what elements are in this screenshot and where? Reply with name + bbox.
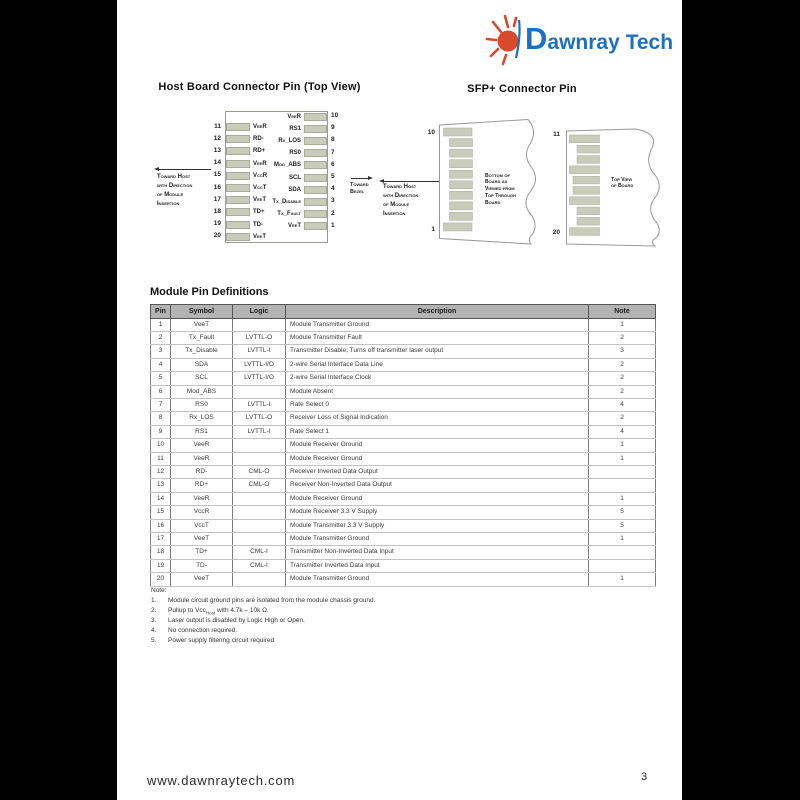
table-cell: 2: [589, 385, 656, 398]
board-pad: [570, 197, 600, 205]
board1-top-pin-number: 10: [427, 128, 435, 136]
table-column-header: Logic: [233, 304, 286, 318]
toward-host-arrow-line: [159, 169, 211, 170]
pin-label: TD-: [253, 221, 263, 228]
table-cell: [233, 318, 286, 331]
direction-text-line: Insertion: [383, 211, 406, 217]
pin-number: 14: [213, 159, 221, 167]
note-item: [151, 607, 269, 615]
table-cell: VeeT: [171, 533, 233, 546]
pin-label: RS0: [289, 150, 301, 157]
company-logo: [485, 6, 695, 68]
table-cell: 1: [151, 318, 171, 331]
pin-label: VeeR: [253, 124, 267, 130]
table-cell: VeeT: [171, 318, 233, 331]
pin-number: 20: [213, 232, 221, 240]
table-row: [151, 345, 656, 358]
table-cell: 5: [589, 506, 656, 519]
board1-caption: [485, 173, 516, 207]
direction-text-line: Insertion: [157, 200, 180, 207]
table-cell: VccT: [171, 519, 233, 532]
table-cell: [589, 465, 656, 478]
board-pad: [450, 202, 473, 210]
table-row: [151, 331, 656, 344]
table-cell: VccR: [171, 506, 233, 519]
pin-pad: [304, 161, 327, 169]
notes-label: Note:: [151, 587, 167, 594]
board-pad: [444, 223, 473, 231]
pin-number: 19: [213, 220, 221, 228]
table-row: [151, 425, 656, 438]
table-row: [151, 519, 656, 532]
note-text: Module circuit ground pins are isolated from the module chassis ground.: [168, 597, 376, 604]
table-cell: [233, 492, 286, 505]
board2-bottom-pin-number: 20: [552, 228, 560, 236]
pin-label: RD-: [253, 136, 264, 143]
table-cell: 3: [589, 345, 656, 358]
pin-pad: [304, 149, 327, 157]
table-cell: Module Transmitter Ground: [286, 318, 589, 331]
table-row: [151, 465, 656, 478]
board-pad: [577, 207, 600, 215]
logo-text: Dawnray Tech: [525, 21, 674, 56]
pin-pad: [304, 210, 327, 218]
board-pad: [450, 181, 473, 189]
pin-number: 13: [213, 146, 221, 154]
pin-number: 4: [331, 185, 335, 193]
pin-number: 10: [331, 112, 339, 119]
table-heading: Module Pin Definitions: [150, 286, 269, 298]
pin-label: Tx_Disable: [272, 198, 301, 205]
footer-url[interactable]: www.dawnraytech.com: [147, 773, 296, 788]
table-row: [151, 412, 656, 425]
table-cell: 1: [589, 492, 656, 505]
table-cell: 18: [151, 546, 171, 559]
pin-pad: [226, 233, 250, 241]
note-number: 4.: [151, 627, 157, 635]
pin-number: 12: [213, 134, 221, 142]
note-item: [151, 627, 237, 634]
table-row: [151, 385, 656, 398]
table-cell: 2: [151, 331, 171, 344]
pin-label: VccR: [253, 172, 268, 179]
toward-host2-label: [383, 183, 418, 219]
sun-icon: [485, 12, 529, 66]
table-cell: 17: [151, 533, 171, 546]
pin-number: 6: [331, 160, 335, 168]
table-row: [151, 573, 656, 586]
table-cell: 4: [151, 358, 171, 371]
pin-label: VeeT: [253, 233, 267, 240]
board-pad: [570, 135, 600, 143]
table-cell: Rate Select 0: [286, 398, 589, 411]
direction-text-line: Board: [485, 199, 501, 206]
note-number: 1.: [151, 597, 157, 604]
table-cell: LVTTL-I: [233, 398, 286, 411]
table-cell: 1: [589, 452, 656, 465]
table-cell: 12: [151, 465, 171, 478]
pin-label: VeeT: [287, 223, 301, 230]
direction-text-line: Toward Host: [157, 173, 191, 180]
pin-label: VeeR: [253, 160, 267, 167]
table-cell: Tx_Fault: [171, 331, 233, 344]
sfp-diagram-title: SFP+ Connector Pin: [467, 83, 577, 95]
table-cell: [233, 385, 286, 398]
pin-label: VccT: [253, 185, 267, 191]
table-cell: 1: [589, 318, 656, 331]
table-cell: 14: [151, 492, 171, 505]
table-cell: VeeR: [171, 439, 233, 452]
table-row: [151, 506, 656, 519]
table-header-row: [151, 304, 656, 318]
pin-label: RD+: [253, 148, 266, 155]
table-cell: Rx_LOS: [171, 412, 233, 425]
table-cell: 10: [151, 439, 171, 452]
table-cell: [233, 533, 286, 546]
table-cell: 6: [151, 385, 171, 398]
module-pin-table: [150, 304, 656, 587]
direction-text-line: Bezel: [350, 188, 365, 195]
pin-label: Rx_LOS: [278, 137, 301, 144]
board-pad: [450, 170, 473, 178]
table-cell: RS1: [171, 425, 233, 438]
table-cell: [233, 506, 286, 519]
table-cell: 2: [589, 358, 656, 371]
table-row: [151, 439, 656, 452]
table-cell: [233, 452, 286, 465]
direction-text-line: with Direction: [157, 182, 193, 189]
table-cell: Transmitter Inverted Data Input: [286, 559, 589, 572]
pin-number: 1: [331, 221, 335, 229]
table-cell: 2-wire Serial Interface Clock: [286, 372, 589, 385]
direction-text-line: Viewed from: [485, 186, 515, 193]
table-cell: 7: [151, 398, 171, 411]
page-number: 3: [641, 771, 648, 783]
pin-number: 16: [213, 183, 221, 191]
pin-label: SDA: [288, 186, 301, 193]
direction-text-line: of Board: [611, 183, 634, 190]
table-column-header: Symbol: [171, 304, 233, 318]
table-cell: Receiver Inverted Data Output: [286, 465, 589, 478]
note-text: No connection required.: [168, 627, 238, 635]
board-pad: [450, 191, 473, 199]
table-cell: LVTTL-I: [233, 425, 286, 438]
table-cell: [233, 573, 286, 586]
table-cell: [589, 546, 656, 559]
table-row: [151, 559, 656, 572]
board2-top-pin-number: 11: [553, 130, 560, 138]
toward-host2-arrow-line: [384, 181, 440, 182]
board-pad: [450, 149, 473, 157]
table-cell: CML-O: [233, 465, 286, 478]
note-number: 2.: [151, 607, 157, 615]
table-cell: VeeR: [171, 492, 233, 505]
table-cell: RS0: [171, 398, 233, 411]
table-cell: 9: [151, 425, 171, 438]
table-cell: Module Receiver 3.3 V Supply: [286, 506, 589, 519]
table-cell: [233, 519, 286, 532]
table-cell: 2: [589, 372, 656, 385]
table-cell: Module Absent: [286, 385, 589, 398]
pin-pad: [304, 125, 327, 133]
note-subscript: Host: [205, 610, 216, 616]
table-row: [151, 452, 656, 465]
note-text: Pullup to Vcc: [168, 607, 206, 615]
pin-label: RS1: [289, 125, 301, 132]
table-cell: Transmitter Disable; Turns off transmitter laser output: [286, 345, 589, 358]
pin-number: 8: [331, 136, 335, 144]
board-pad: [577, 156, 600, 164]
board1-bottom-pin-number: 1: [431, 225, 435, 233]
table-cell: Tx_Disable: [171, 345, 233, 358]
table-cell: LVTTL-I: [233, 345, 286, 358]
table-cell: 13: [151, 479, 171, 492]
direction-text-line: with Direction: [383, 193, 419, 199]
host-diagram-title: Host Board Connector Pin (Top View): [158, 81, 361, 93]
table-cell: LVTTL-I/O: [233, 372, 286, 385]
note-text: Power supply filtering circuit required: [168, 637, 275, 645]
table-cell: LVTTL-O: [233, 331, 286, 344]
table-row: [151, 533, 656, 546]
table-cell: Module Transmitter 3.3 V Supply: [286, 519, 589, 532]
pin-pad: [304, 174, 327, 182]
table-cell: Rate Select 1: [286, 425, 589, 438]
board-pad: [450, 139, 473, 147]
table-cell: LVTTL-I/O: [233, 358, 286, 371]
pin-label: Mod_ABS: [273, 162, 301, 169]
table-cell: Mod_ABS: [171, 385, 233, 398]
document-page: [117, 0, 682, 800]
toward-bezel-arrow-icon: [368, 176, 373, 180]
pin-label: VeeR: [287, 113, 301, 120]
direction-text-line: of Module: [383, 202, 410, 208]
table-cell: SCL: [171, 372, 233, 385]
toward-host-label: [157, 173, 192, 209]
table-row: [151, 398, 656, 411]
table-cell: 11: [151, 452, 171, 465]
board-pad: [450, 160, 473, 168]
table-column-header: Note: [589, 304, 656, 318]
board-pad: [577, 217, 600, 225]
pin-number: 11: [214, 122, 221, 130]
direction-text-line: Top Through: [485, 192, 517, 199]
table-cell: 4: [589, 398, 656, 411]
table-cell: LVTTL-O: [233, 412, 286, 425]
pin-number: 5: [331, 173, 335, 180]
table-column-header: Description: [286, 304, 589, 318]
table-cell: 19: [151, 559, 171, 572]
table-cell: 3: [151, 345, 171, 358]
pin-pad: [304, 137, 327, 145]
table-row: [151, 546, 656, 559]
note-item: [151, 617, 305, 624]
note-number: 5.: [151, 637, 157, 645]
direction-text-line: Toward: [350, 181, 369, 188]
table-cell: Module Receiver Ground: [286, 439, 589, 452]
direction-text-line: Toward Host: [383, 184, 417, 190]
table-cell: VeeT: [171, 573, 233, 586]
table-cell: Module Receiver Ground: [286, 452, 589, 465]
pin-number: 15: [213, 171, 221, 179]
table-cell: Receiver Loss of Signal Indication: [286, 412, 589, 425]
pin-number: 7: [331, 148, 335, 156]
pin-pad: [304, 186, 327, 194]
table-cell: 5: [589, 519, 656, 532]
table-cell: TD+: [171, 546, 233, 559]
table-cell: Module Transmitter Fault: [286, 331, 589, 344]
note-item: [151, 597, 375, 604]
table-cell: 8: [151, 412, 171, 425]
table-cell: VeeR: [171, 452, 233, 465]
note-text: Laser output is disabled by Logic High or Open.: [168, 617, 305, 625]
board-pad: [444, 128, 473, 136]
toward-bezel-arrow-line: [351, 178, 368, 179]
table-cell: CML-O: [233, 479, 286, 492]
table-cell: 1: [589, 533, 656, 546]
table-cell: CML-I: [233, 546, 286, 559]
note-text: with 4.7k – 10k Ω.: [215, 607, 269, 615]
pin-number: 18: [213, 207, 221, 215]
direction-text-line: Bottom of: [485, 172, 510, 179]
table-cell: RD-: [171, 465, 233, 478]
table-cell: CML-I: [233, 559, 286, 572]
table-cell: Module Transmitter Ground: [286, 533, 589, 546]
table-cell: SDA: [171, 358, 233, 371]
table-cell: 2: [589, 412, 656, 425]
table-cell: Module Transmitter Ground: [286, 573, 589, 586]
table-cell: [589, 559, 656, 572]
table-column-header: Pin: [151, 304, 171, 318]
table-cell: 2: [589, 331, 656, 344]
pin-label: VeeT: [253, 197, 267, 204]
table-cell: 2-wire Serial Interface Data Line: [286, 358, 589, 371]
pin-label: SCL: [289, 174, 301, 181]
pin-label: Tx_Fault: [277, 211, 301, 218]
table-cell: Module Receiver Ground: [286, 492, 589, 505]
pin-number: 2: [331, 209, 335, 217]
note-number: 3.: [151, 617, 157, 625]
pin-pad: [304, 113, 327, 121]
pin-number: 9: [331, 124, 335, 132]
table-cell: RD+: [171, 479, 233, 492]
board-pad: [570, 228, 600, 236]
board-pad: [573, 187, 600, 195]
table-row: [151, 318, 656, 331]
table-row: [151, 372, 656, 385]
pin-pad: [304, 222, 327, 230]
direction-text-line: of Module: [157, 191, 184, 198]
table-row: [151, 492, 656, 505]
table-cell: [589, 479, 656, 492]
board-pad: [577, 145, 600, 153]
table-row: [151, 479, 656, 492]
board-pad: [570, 166, 600, 174]
pin-pad: [304, 198, 327, 206]
table-cell: 15: [151, 506, 171, 519]
table-cell: 1: [589, 573, 656, 586]
table-cell: 1: [589, 439, 656, 452]
table-cell: Transmitter Non-Inverted Data Input: [286, 546, 589, 559]
table-cell: 4: [589, 425, 656, 438]
table-cell: 5: [151, 372, 171, 385]
board2-caption: [611, 177, 633, 191]
pin-number: 17: [213, 195, 221, 203]
table-cell: 20: [151, 573, 171, 586]
table-cell: 16: [151, 519, 171, 532]
board-pad: [573, 176, 600, 184]
direction-text-line: Top View: [611, 176, 633, 183]
table-cell: TD-: [171, 559, 233, 572]
pin-label: TD+: [253, 209, 265, 216]
table-cell: [233, 439, 286, 452]
pin-number: 3: [331, 197, 335, 205]
toward-bezel-label: [350, 182, 369, 197]
table-row: [151, 358, 656, 371]
direction-text-line: Board as: [485, 179, 508, 186]
board-pad: [450, 212, 473, 220]
note-item: [151, 637, 274, 644]
table-cell: Receiver Non-Inverted Data Output: [286, 479, 589, 492]
